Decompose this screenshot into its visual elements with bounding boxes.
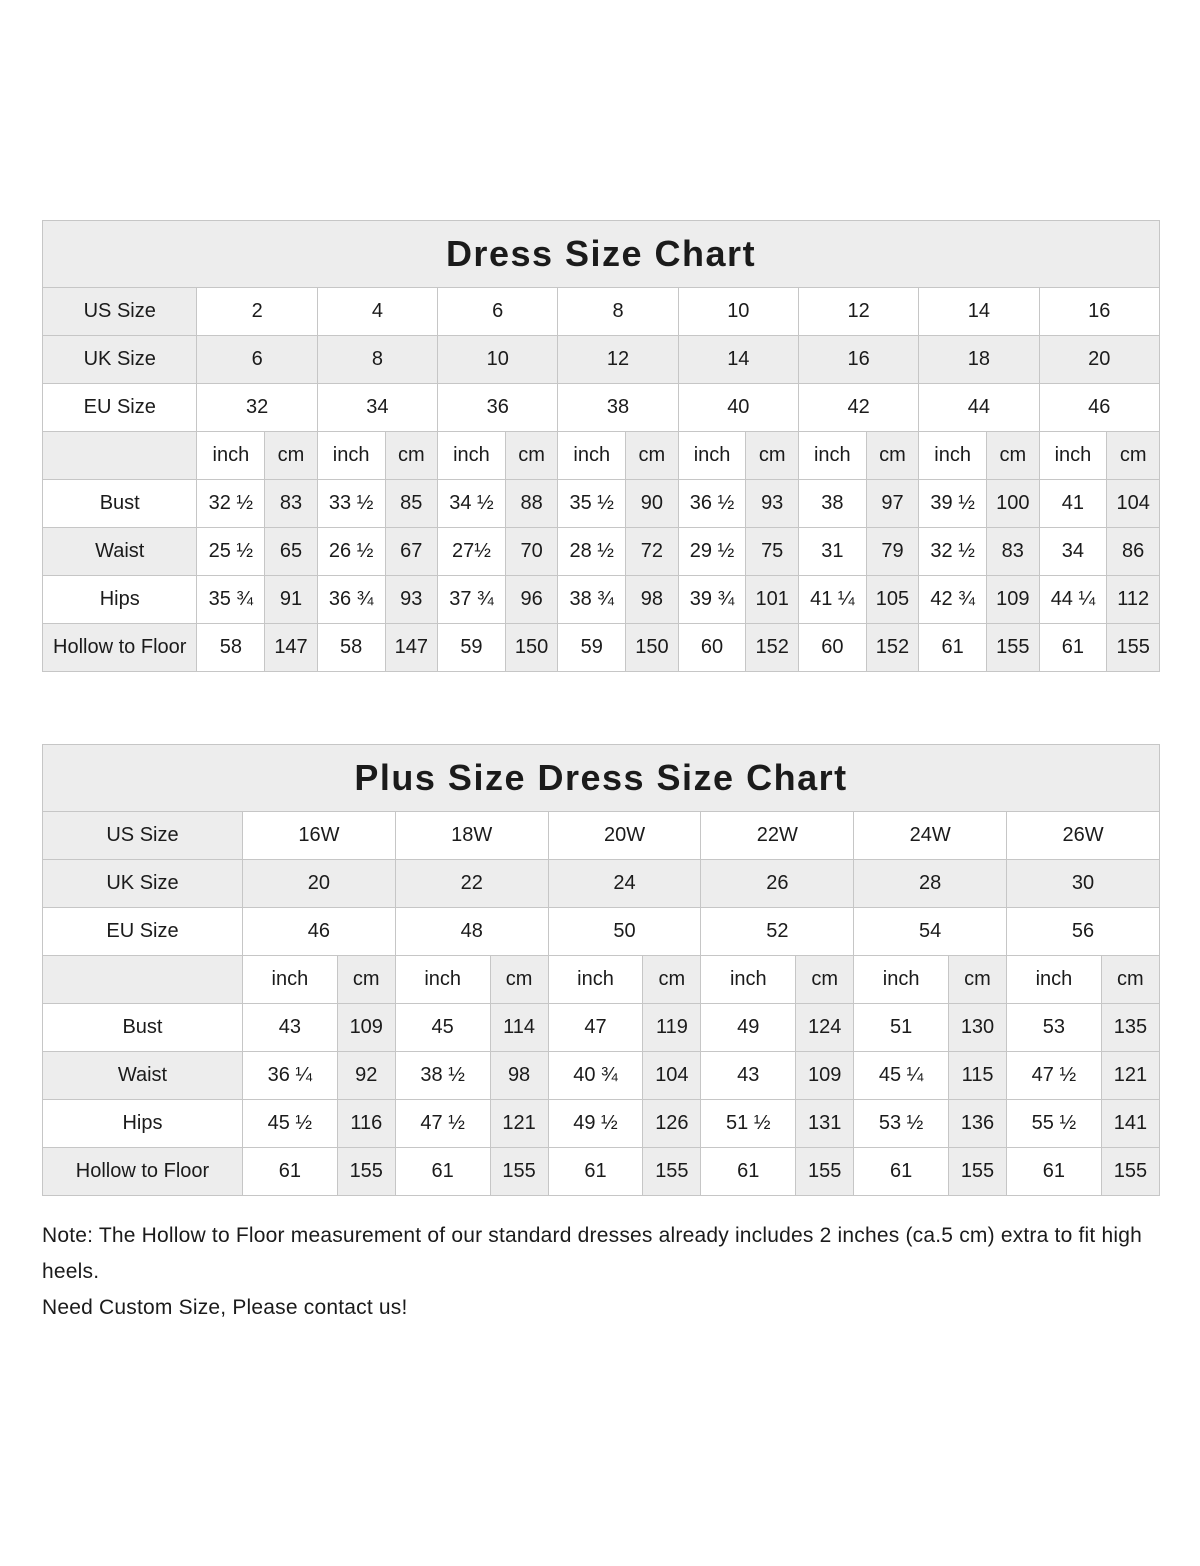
unit-header-row	[43, 956, 1160, 1004]
uk-size-value: 20	[1039, 336, 1159, 384]
eu-size-value: 42	[798, 384, 918, 432]
hips-inch-value: 39 ¾	[678, 576, 746, 624]
hips-inch-value: 49 ½	[548, 1100, 643, 1148]
hips-inch-value: 38 ¾	[558, 576, 626, 624]
hips-inch-value: 44 ¼	[1039, 576, 1107, 624]
bust-inch-value: 36 ½	[678, 480, 746, 528]
hips-inch-value: 53 ½	[854, 1100, 949, 1148]
waist-cm-value: 98	[490, 1052, 548, 1100]
unit-inch-label: inch	[919, 432, 987, 480]
bust-inch-value: 49	[701, 1004, 796, 1052]
hollow-to-floor-inch-value: 61	[1039, 624, 1107, 672]
bust-cm-value: 124	[796, 1004, 854, 1052]
unit-inch-label: inch	[317, 432, 385, 480]
hollow-to-floor-cm-value: 155	[796, 1148, 854, 1196]
hips-cm-value: 93	[385, 576, 438, 624]
hips-inch-value: 55 ½	[1007, 1100, 1102, 1148]
us-size-value: 10	[678, 288, 798, 336]
waist-cm-value: 92	[337, 1052, 395, 1100]
waist-inch-value: 29 ½	[678, 528, 746, 576]
bust-cm-value: 100	[987, 480, 1040, 528]
unit-cm-label: cm	[796, 956, 854, 1004]
eu-size-value: 34	[317, 384, 437, 432]
table-row	[43, 1052, 1160, 1100]
unit-cm-label: cm	[866, 432, 919, 480]
unit-inch-label: inch	[854, 956, 949, 1004]
hollow-to-floor-inch-value: 58	[317, 624, 385, 672]
bust-cm-value: 83	[265, 480, 318, 528]
waist-inch-value: 47 ½	[1007, 1052, 1102, 1100]
hips-inch-value: 42 ¾	[919, 576, 987, 624]
waist-cm-value: 65	[265, 528, 318, 576]
us-size-label: US Size	[43, 812, 243, 860]
unit-cm-label: cm	[626, 432, 679, 480]
dress-size-chart-table	[42, 220, 1160, 672]
hollow-to-floor-inch-value: 59	[438, 624, 506, 672]
hips-cm-value: 131	[796, 1100, 854, 1148]
unit-cm-label: cm	[505, 432, 558, 480]
bust-cm-value: 85	[385, 480, 438, 528]
hollow-to-floor-cm-value: 155	[643, 1148, 701, 1196]
bust-inch-value: 34 ½	[438, 480, 506, 528]
note-hollow-to-floor: Note: The Hollow to Floor measurement of our standard dresses already includes 2 inches (ca.5 cm) extra to fit high heels.	[42, 1224, 1142, 1283]
bust-cm-value: 135	[1101, 1004, 1159, 1052]
hollow-to-floor-cm-value: 155	[1107, 624, 1160, 672]
unit-inch-label: inch	[798, 432, 866, 480]
table-row	[43, 384, 1160, 432]
hollow-to-floor-label: Hollow to Floor	[43, 1148, 243, 1196]
waist-cm-value: 67	[385, 528, 438, 576]
uk-size-value: 6	[197, 336, 317, 384]
eu-size-label: EU Size	[43, 908, 243, 956]
hips-cm-value: 136	[948, 1100, 1006, 1148]
waist-inch-value: 38 ½	[395, 1052, 490, 1100]
hollow-to-floor-cm-value: 155	[948, 1148, 1006, 1196]
us-size-value: 14	[919, 288, 1039, 336]
uk-size-value: 22	[395, 860, 548, 908]
bust-inch-value: 43	[242, 1004, 337, 1052]
table-row	[43, 624, 1160, 672]
uk-size-value: 20	[242, 860, 395, 908]
hips-inch-value: 41 ¼	[798, 576, 866, 624]
hollow-to-floor-cm-value: 147	[265, 624, 318, 672]
bust-inch-value: 51	[854, 1004, 949, 1052]
unit-inch-label: inch	[395, 956, 490, 1004]
waist-inch-value: 28 ½	[558, 528, 626, 576]
eu-size-value: 52	[701, 908, 854, 956]
plus-size-dress-size-chart-table	[42, 744, 1160, 1196]
table-title: Dress Size Chart	[43, 221, 1160, 288]
unit-cm-label: cm	[1107, 432, 1160, 480]
hips-inch-value: 35 ¾	[197, 576, 265, 624]
bust-inch-value: 45	[395, 1004, 490, 1052]
unit-inch-label: inch	[701, 956, 796, 1004]
unit-inch-label: inch	[1039, 432, 1107, 480]
table-title: Plus Size Dress Size Chart	[43, 745, 1160, 812]
waist-cm-value: 83	[987, 528, 1040, 576]
us-size-value: 22W	[701, 812, 854, 860]
unit-inch-label: inch	[197, 432, 265, 480]
hips-label: Hips	[43, 576, 197, 624]
bust-cm-value: 93	[746, 480, 799, 528]
hollow-to-floor-inch-value: 61	[548, 1148, 643, 1196]
hips-cm-value: 98	[626, 576, 679, 624]
hollow-to-floor-inch-value: 61	[854, 1148, 949, 1196]
hollow-to-floor-cm-value: 150	[505, 624, 558, 672]
waist-cm-value: 115	[948, 1052, 1006, 1100]
hollow-to-floor-cm-value: 155	[337, 1148, 395, 1196]
bust-inch-value: 35 ½	[558, 480, 626, 528]
hollow-to-floor-inch-value: 60	[678, 624, 746, 672]
unit-cm-label: cm	[385, 432, 438, 480]
note-custom-size: Need Custom Size, Please contact us!	[42, 1296, 408, 1319]
unit-header-row	[43, 432, 1160, 480]
us-size-value: 20W	[548, 812, 701, 860]
uk-size-value: 28	[854, 860, 1007, 908]
hips-inch-value: 47 ½	[395, 1100, 490, 1148]
uk-size-value: 10	[438, 336, 558, 384]
unit-cm-label: cm	[1101, 956, 1159, 1004]
unit-cm-label: cm	[948, 956, 1006, 1004]
bust-label: Bust	[43, 480, 197, 528]
uk-size-value: 18	[919, 336, 1039, 384]
uk-size-label: UK Size	[43, 860, 243, 908]
bust-inch-value: 53	[1007, 1004, 1102, 1052]
eu-size-value: 46	[242, 908, 395, 956]
eu-size-value: 36	[438, 384, 558, 432]
notes-block	[42, 1218, 1160, 1326]
eu-size-value: 32	[197, 384, 317, 432]
unit-inch-label: inch	[1007, 956, 1102, 1004]
table-row	[43, 1004, 1160, 1052]
us-size-value: 12	[798, 288, 918, 336]
hollow-to-floor-inch-value: 61	[1007, 1148, 1102, 1196]
waist-inch-value: 25 ½	[197, 528, 265, 576]
waist-cm-value: 86	[1107, 528, 1160, 576]
bust-cm-value: 90	[626, 480, 679, 528]
unit-inch-label: inch	[548, 956, 643, 1004]
bust-label: Bust	[43, 1004, 243, 1052]
hips-cm-value: 101	[746, 576, 799, 624]
table-row	[43, 1100, 1160, 1148]
hollow-to-floor-cm-value: 152	[866, 624, 919, 672]
eu-size-label: EU Size	[43, 384, 197, 432]
waist-label: Waist	[43, 1052, 243, 1100]
waist-cm-value: 79	[866, 528, 919, 576]
unit-cm-label: cm	[265, 432, 318, 480]
waist-inch-value: 40 ¾	[548, 1052, 643, 1100]
us-size-value: 18W	[395, 812, 548, 860]
table-row	[43, 288, 1160, 336]
table-row	[43, 480, 1160, 528]
hollow-to-floor-inch-value: 61	[701, 1148, 796, 1196]
waist-cm-value: 109	[796, 1052, 854, 1100]
uk-size-value: 16	[798, 336, 918, 384]
eu-size-value: 54	[854, 908, 1007, 956]
waist-inch-value: 43	[701, 1052, 796, 1100]
uk-size-value: 14	[678, 336, 798, 384]
table-row	[43, 908, 1160, 956]
waist-inch-value: 27½	[438, 528, 506, 576]
unit-cm-label: cm	[337, 956, 395, 1004]
eu-size-value: 38	[558, 384, 678, 432]
hollow-to-floor-cm-value: 147	[385, 624, 438, 672]
hollow-to-floor-inch-value: 61	[242, 1148, 337, 1196]
hips-cm-value: 112	[1107, 576, 1160, 624]
waist-cm-value: 121	[1101, 1052, 1159, 1100]
hollow-to-floor-inch-value: 59	[558, 624, 626, 672]
eu-size-value: 56	[1007, 908, 1160, 956]
unit-cm-label: cm	[643, 956, 701, 1004]
hips-cm-value: 121	[490, 1100, 548, 1148]
hips-inch-value: 36 ¾	[317, 576, 385, 624]
hips-label: Hips	[43, 1100, 243, 1148]
us-size-value: 2	[197, 288, 317, 336]
eu-size-value: 48	[395, 908, 548, 956]
bust-inch-value: 32 ½	[197, 480, 265, 528]
table-row	[43, 812, 1160, 860]
bust-cm-value: 104	[1107, 480, 1160, 528]
waist-inch-value: 32 ½	[919, 528, 987, 576]
hollow-to-floor-cm-value: 155	[987, 624, 1040, 672]
hollow-to-floor-inch-value: 61	[919, 624, 987, 672]
waist-inch-value: 36 ¼	[242, 1052, 337, 1100]
waist-cm-value: 72	[626, 528, 679, 576]
bust-inch-value: 47	[548, 1004, 643, 1052]
table-gap	[42, 672, 1160, 744]
unit-inch-label: inch	[558, 432, 626, 480]
table-row	[43, 528, 1160, 576]
unit-cm-label: cm	[987, 432, 1040, 480]
hollow-to-floor-inch-value: 58	[197, 624, 265, 672]
bust-cm-value: 114	[490, 1004, 548, 1052]
hips-cm-value: 126	[643, 1100, 701, 1148]
hips-cm-value: 91	[265, 576, 318, 624]
hips-inch-value: 45 ½	[242, 1100, 337, 1148]
bust-cm-value: 88	[505, 480, 558, 528]
bust-cm-value: 119	[643, 1004, 701, 1052]
table-row	[43, 860, 1160, 908]
uk-size-value: 12	[558, 336, 678, 384]
us-size-value: 4	[317, 288, 437, 336]
hips-cm-value: 141	[1101, 1100, 1159, 1148]
bust-cm-value: 97	[866, 480, 919, 528]
hips-inch-value: 37 ¾	[438, 576, 506, 624]
table-row	[43, 1148, 1160, 1196]
hips-cm-value: 109	[987, 576, 1040, 624]
table-title-row	[43, 221, 1160, 288]
uk-size-value: 24	[548, 860, 701, 908]
bust-inch-value: 41	[1039, 480, 1107, 528]
us-size-value: 8	[558, 288, 678, 336]
bust-cm-value: 109	[337, 1004, 395, 1052]
waist-inch-value: 26 ½	[317, 528, 385, 576]
us-size-value: 26W	[1007, 812, 1160, 860]
eu-size-value: 46	[1039, 384, 1159, 432]
waist-inch-value: 34	[1039, 528, 1107, 576]
hips-cm-value: 96	[505, 576, 558, 624]
hips-inch-value: 51 ½	[701, 1100, 796, 1148]
hollow-to-floor-cm-value: 155	[490, 1148, 548, 1196]
bust-inch-value: 33 ½	[317, 480, 385, 528]
corner-cell	[43, 432, 197, 480]
eu-size-value: 44	[919, 384, 1039, 432]
us-size-label: US Size	[43, 288, 197, 336]
eu-size-value: 50	[548, 908, 701, 956]
waist-label: Waist	[43, 528, 197, 576]
waist-inch-value: 31	[798, 528, 866, 576]
uk-size-value: 26	[701, 860, 854, 908]
uk-size-label: UK Size	[43, 336, 197, 384]
hollow-to-floor-inch-value: 60	[798, 624, 866, 672]
unit-inch-label: inch	[438, 432, 506, 480]
waist-inch-value: 45 ¼	[854, 1052, 949, 1100]
waist-cm-value: 75	[746, 528, 799, 576]
us-size-value: 24W	[854, 812, 1007, 860]
corner-cell	[43, 956, 243, 1004]
us-size-value: 16	[1039, 288, 1159, 336]
table-row	[43, 576, 1160, 624]
table-row	[43, 336, 1160, 384]
hips-cm-value: 105	[866, 576, 919, 624]
waist-cm-value: 104	[643, 1052, 701, 1100]
hollow-to-floor-inch-value: 61	[395, 1148, 490, 1196]
waist-cm-value: 70	[505, 528, 558, 576]
eu-size-value: 40	[678, 384, 798, 432]
unit-inch-label: inch	[242, 956, 337, 1004]
table-title-row	[43, 745, 1160, 812]
uk-size-value: 30	[1007, 860, 1160, 908]
hollow-to-floor-label: Hollow to Floor	[43, 624, 197, 672]
bust-inch-value: 38	[798, 480, 866, 528]
bust-cm-value: 130	[948, 1004, 1006, 1052]
hollow-to-floor-cm-value: 152	[746, 624, 799, 672]
us-size-value: 16W	[242, 812, 395, 860]
unit-cm-label: cm	[746, 432, 799, 480]
hollow-to-floor-cm-value: 150	[626, 624, 679, 672]
us-size-value: 6	[438, 288, 558, 336]
bust-inch-value: 39 ½	[919, 480, 987, 528]
unit-inch-label: inch	[678, 432, 746, 480]
hips-cm-value: 116	[337, 1100, 395, 1148]
uk-size-value: 8	[317, 336, 437, 384]
hollow-to-floor-cm-value: 155	[1101, 1148, 1159, 1196]
unit-cm-label: cm	[490, 956, 548, 1004]
